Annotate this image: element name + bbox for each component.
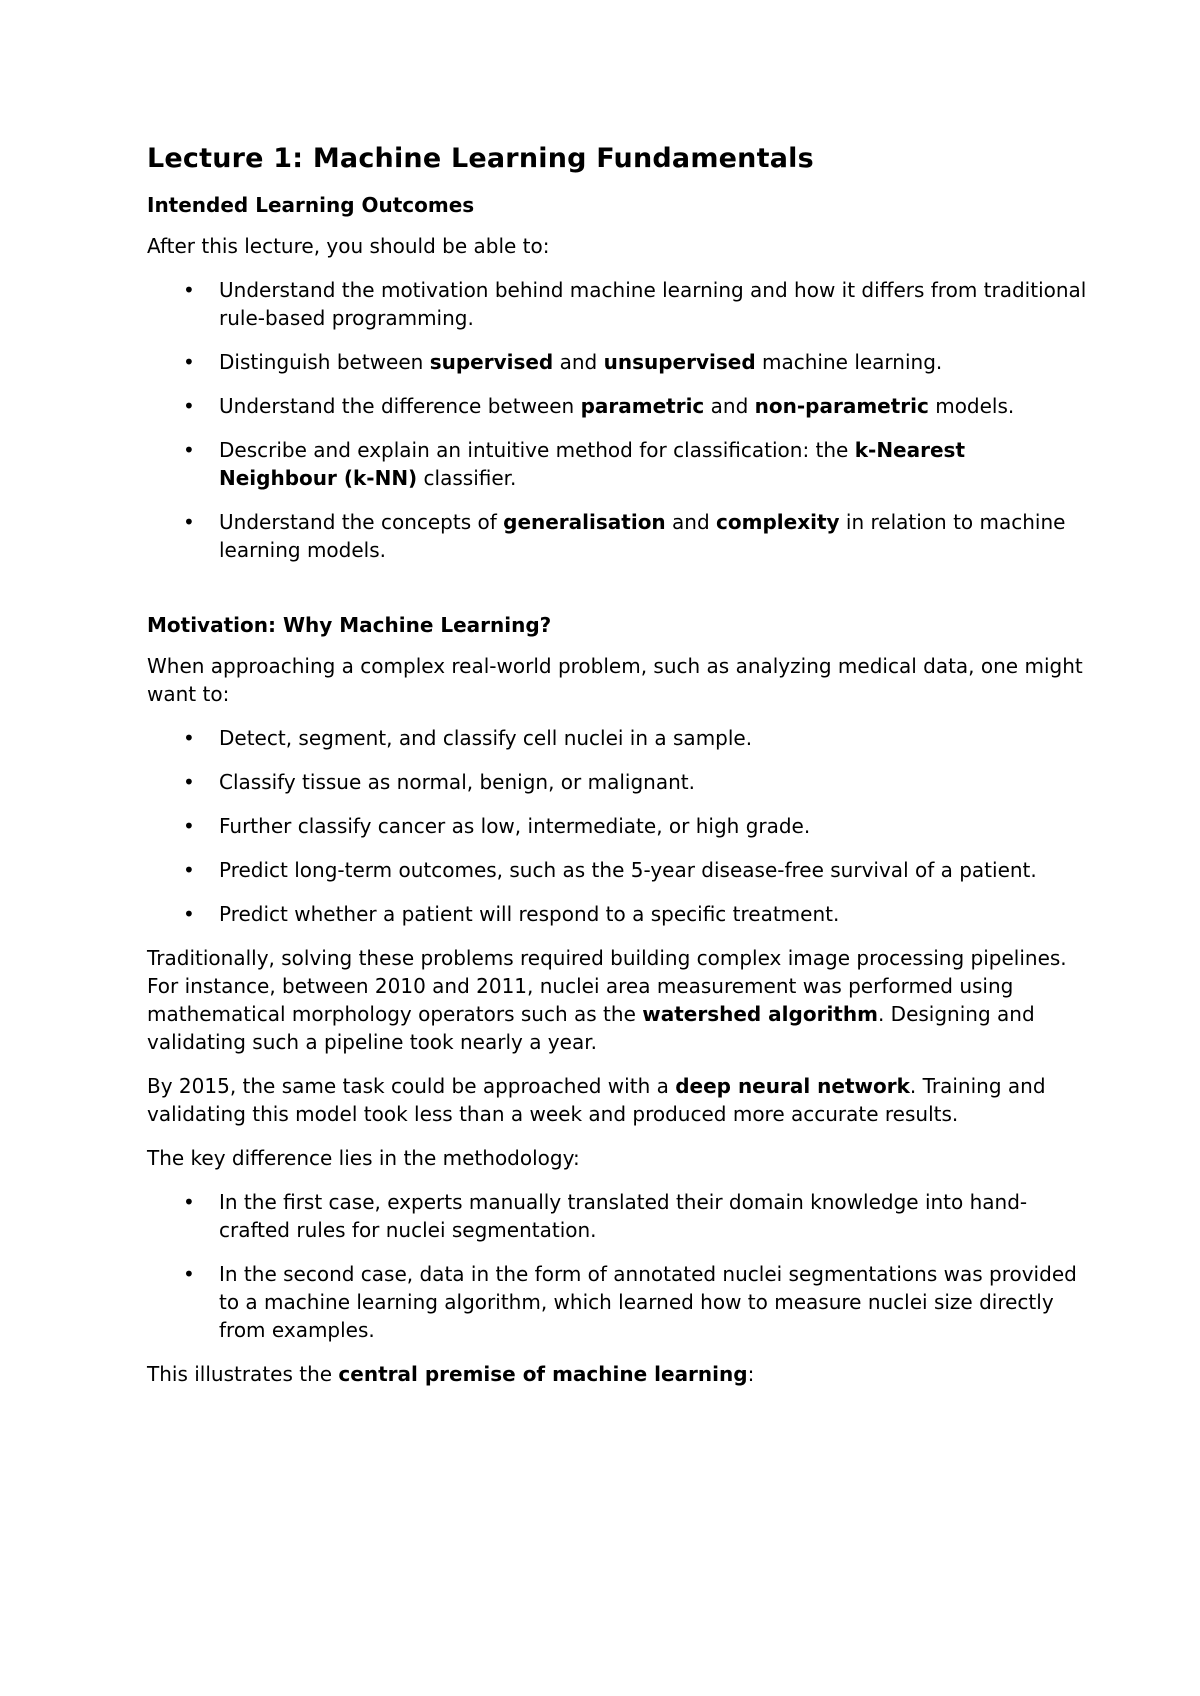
- bullet-icon: •: [183, 726, 195, 750]
- paragraph-text: By 2015, the same task could be approached with a: [147, 1074, 676, 1098]
- outcomes-heading: Intended Learning Outcomes: [147, 193, 475, 217]
- outcome-term: parametric: [580, 394, 705, 418]
- bullet-icon: •: [183, 770, 195, 794]
- outcome-text: Understand the difference between: [219, 394, 581, 418]
- paragraph-term: central premise of machine learning: [338, 1362, 748, 1386]
- paragraph-text: Traditionally, solving these problems required building complex image processing pipelines. For instance, between 2010 and 2011, nuclei area measurement was performed using mathematical morphology operators such as the: [147, 946, 1067, 1026]
- methodology-paragraph: The key difference lies in the methodology:: [147, 1146, 580, 1170]
- outcome-term: k-Nearest Neighbour (k-NN): [219, 438, 966, 490]
- motivation-text: Detect, segment, and classify cell nuclei in a sample.: [219, 726, 753, 750]
- document-page: [147, 142, 1087, 1404]
- bullet-icon: •: [183, 902, 195, 926]
- outcome-term: supervised: [429, 350, 554, 374]
- bullet-icon: •: [183, 278, 195, 302]
- bullet-icon: •: [183, 1262, 195, 1286]
- outcomes-intro: After this lecture, you should be able to:: [147, 234, 550, 258]
- outcome-item: [147, 348, 1087, 376]
- motivation-item: [147, 856, 1087, 884]
- bullet-icon: •: [183, 350, 195, 374]
- traditional-paragraph: [147, 944, 1087, 1056]
- methodology-text: In the first case, experts manually translated their domain knowledge into hand-crafted rules for nuclei segmentation.: [219, 1190, 1028, 1242]
- outcome-item: [147, 392, 1087, 420]
- methodology-text: In the second case, data in the form of annotated nuclei segmentations was provided to a machine learning algorithm, which learned how to measure nuclei size directly from examples.: [219, 1262, 1077, 1342]
- outcome-term: generalisation: [503, 510, 666, 534]
- outcome-term: non-parametric: [754, 394, 929, 418]
- page-title: Lecture 1: Machine Learning Fundamentals: [147, 143, 814, 174]
- outcomes-list: [147, 276, 1087, 564]
- bullet-icon: •: [183, 814, 195, 838]
- motivation-text: Further classify cancer as low, intermediate, or high grade.: [219, 814, 811, 838]
- outcome-text: Understand the concepts of: [219, 510, 504, 534]
- bullet-icon: •: [183, 1190, 195, 1214]
- bullet-icon: •: [183, 394, 195, 418]
- motivation-heading: Motivation: Why Machine Learning?: [147, 613, 552, 637]
- outcome-item: [147, 436, 1087, 492]
- motivation-item: [147, 724, 1087, 752]
- outcome-text: Describe and explain an intuitive method for classification: the: [219, 438, 855, 462]
- outcome-text: classifier.: [417, 466, 517, 490]
- motivation-text: Predict long-term outcomes, such as the 5-year disease-free survival of a patient.: [219, 858, 1037, 882]
- deep-learning-paragraph: [147, 1072, 1087, 1128]
- outcome-text: models.: [928, 394, 1015, 418]
- bullet-icon: •: [183, 858, 195, 882]
- motivation-list: [147, 724, 1087, 928]
- paragraph-text: :: [747, 1362, 755, 1386]
- premise-paragraph: [147, 1360, 1087, 1388]
- outcome-text: and: [553, 350, 604, 374]
- paragraph-text: This illustrates the: [147, 1362, 339, 1386]
- outcome-item: [147, 276, 1087, 332]
- motivation-intro: When approaching a complex real-world problem, such as analyzing medical data, one might want to:: [147, 654, 1083, 706]
- outcome-term: complexity: [716, 510, 840, 534]
- paragraph-term: watershed algorithm: [642, 1002, 878, 1026]
- bullet-icon: •: [183, 510, 195, 534]
- outcome-text: and: [704, 394, 755, 418]
- outcome-text: and: [665, 510, 717, 534]
- methodology-item: [147, 1260, 1087, 1344]
- outcome-item: [147, 508, 1087, 564]
- methodology-item: [147, 1188, 1087, 1244]
- outcome-text: Understand the motivation behind machine learning and how it differs from traditional rule-based programming.: [219, 278, 1087, 330]
- bullet-icon: •: [183, 438, 195, 462]
- motivation-item: [147, 812, 1087, 840]
- motivation-text: Predict whether a patient will respond to a specific treatment.: [219, 902, 840, 926]
- outcome-text: Distinguish between: [219, 350, 430, 374]
- outcome-term: unsupervised: [603, 350, 756, 374]
- paragraph-text: . Designing and validating such a pipeline took nearly a year.: [147, 1002, 1035, 1054]
- paragraph-text: . Training and validating this model took less than a week and produced more accurate results.: [147, 1074, 1046, 1126]
- outcome-text: in relation to machine learning models.: [219, 510, 1066, 562]
- outcome-text: machine learning.: [755, 350, 943, 374]
- motivation-text: Classify tissue as normal, benign, or malignant.: [219, 770, 695, 794]
- motivation-item: [147, 768, 1087, 796]
- methodology-list: [147, 1188, 1087, 1344]
- paragraph-term: deep neural network: [675, 1074, 910, 1098]
- motivation-item: [147, 900, 1087, 928]
